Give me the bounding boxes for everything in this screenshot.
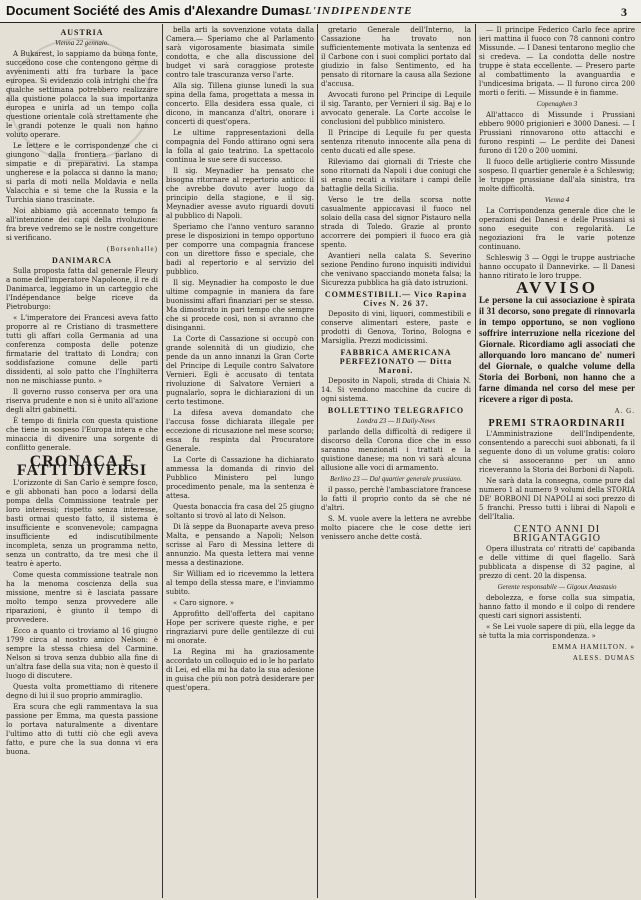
article-paragraph: Sir William ed io ricevemmo la lettera al tempo della stessa mare, e l'inviammo subito.: [166, 570, 314, 596]
serial-title: CENTO ANNI DI BRIGANTAGGIO: [513, 524, 601, 544]
column-rule: [317, 24, 318, 898]
article-paragraph: Il governo russo conserva per ora una riserva prudente e non si è unito all'azione degli altri gabinetti.: [6, 388, 158, 414]
article-signature: (Borsenhalle): [106, 245, 158, 253]
section-title: DANIMARCA: [51, 256, 113, 265]
column-2: [166, 26, 314, 896]
column-rule: [162, 24, 163, 898]
article-paragraph: Il fuoco delle artiglierie contro Missunde sospeso. Il quartier generale è a Schleswig; le truppe prussiane dall'ala sinistra, tra molte difficoltà.: [479, 158, 635, 193]
article-paragraph: Era scura che egli rammentava la sua passione per Emma, ma questa passione lo portava naturalmente a diventare l'ultimo atto di tutti ciò che egli aveva fatto, e pure che la sua donna vi era buona.: [6, 703, 158, 756]
article-paragraph: Deposito di vini, liquori, commestibili e conserve alimentari estere, paste e prodotti di Genova, Torino, Bologna e Marsiglia. Prezzi modicissimi.: [321, 310, 471, 345]
manager-line: Gerente responsabile — Gigoux Anastasio: [497, 583, 617, 591]
article-paragraph: Schleswig 3 — Oggi le truppe austriache hanno occupato il Dannevirke. — Il Danesi hanno ritirato le loro truppe.: [479, 254, 635, 280]
article-paragraph: La difesa aveva domandato che l'accusa fosse dichiarata illegale per eccezione di ricusazione nel mese scorso; essa fu respinta dal Procuratore Generale.: [166, 409, 314, 453]
article-paragraph: Avvocati furono pel Principe di Lequile il sig. Taranto, per Vernieri il sig. Baj e lo avvocato generale. La Corte accolse le conclusioni del pubblico ministero.: [321, 91, 471, 126]
document-source: Document Société des Amis d'Alexandre Dumas: [6, 3, 305, 18]
article-paragraph: L'Amministrazione dell'Indipendente, consentendo a parecchi suoi abbonati, fa il seguente dono di un volume gratis: coloro che si assoceranno per un anno riceveranno la Storia dei Borboni di Napoli.: [479, 430, 635, 474]
section-heading: CRONACA E FATTI DIVERSI: [16, 453, 148, 479]
article-paragraph: Questa volta promettiamo di ritenere degno di lui il suo proprio ammiraglio.: [6, 683, 158, 700]
article-paragraph: — Il principe Federico Carlo fece aprire ieri mattina il fuoco con 78 cannoni contro Missunde. — I Danesi tentarono meglio che si credeva. — La condotta delle nostre truppe è stata eccellente. — Presero parte al combattimento la avanguardia e l'undicesima brigata. — Il furono circa 200 morti o feriti. — Missunde è in fiamme.: [479, 26, 635, 97]
author-signature: ALESS. DUMAS: [572, 654, 635, 662]
article-paragraph: Alla sig. Tillena giunse lunedì la sua spina della fama, progettata a messa in concerto. Ella desidera essa quale, ci dicono, in mancanza d'altri, onorare i concerti di quest'opera.: [166, 82, 314, 126]
article-paragraph: La Corte di Cassazione ha dichiarato ammessa la domanda di rinvio del Pubblico Ministero pel lungo procedimento penale, ma la sentenza è attesa.: [166, 456, 314, 500]
article-paragraph: È tempo di finirla con questa quistione che tiene in sospeso l'Europa intera e che minaccia di divenire una sorgente di conflitto generale.: [6, 417, 158, 452]
section-title: FABBRICA AMERICANA PERFEZIONATO — Ditta Maroni.: [339, 348, 453, 375]
article-paragraph: Speriamo che l'anno venturo saranno prese le disposizioni in tempo opportuno per comporre una compagnia francese con un direttore fisso e speciale, che badi al repertorio e al servizio del pubblico.: [166, 223, 314, 276]
masthead: L'INDIPENDENTE: [305, 5, 413, 17]
article-paragraph: Questa bonaccia fra casa del 25 giugno soltanto si trovò al lato di Nelson.: [166, 503, 314, 520]
article-paragraph: La Regina mi ha graziosamente accordato un colloquio ed io le ho parlato di Lei, ed ella mi ha dato la sua adesione in guisa che più non potrà desiderare per quest'opera.: [166, 648, 314, 692]
article-paragraph: Verso le tre della scorsa notte casualmente appiccavasi il fuoco nel solaio della casa del signor Pistauro nella strada di Toledo. Grazie al pronto accorrere dei pompieri il fuoco era già spento.: [321, 196, 471, 249]
column-3: [321, 26, 471, 896]
article-paragraph: debolezza, e forse colla sua simpatia, hanno fatto il mondo e il colpo di rendere questi cari signori assistenti.: [479, 594, 635, 620]
article-paragraph: Ne sarà data la consegna, come pure dal numero 1 al numero 9 volumi della STORIA DE' BORBONI DI NAPOLI ai soci prezzo di 5 franchi. Presso tutti i librai di Napoli e dell'Italia.: [479, 477, 635, 521]
article-paragraph: Opera illustrata co' ritratti de' capibanda e delle vittime di quel flagello. Sarà pubblicata a dispense di 32 pagine, al prezzo di cent. 20 la dispensa.: [479, 545, 635, 580]
article-paragraph: La Corrispondenza generale dice che le operazioni dei Danesi e delle Prussiani si sono eseguite con regolarità. Le negoziazioni fra le varie potenze continuano.: [479, 207, 635, 251]
article-paragraph: Sulla proposta fatta dal generale Fleury a nome dell'imperatore Napoleone, il re di Danimarca, leggiamo in un carteggio che l'Indépendance belge riceve da Pietroburgo:: [6, 267, 158, 311]
article-paragraph: Ecco a quanto ci troviamo al 16 giugno 1799 circa al nostro amico Nelson: è sempre la stessa chiesa del Carmine. Nelson si trova senza dubbio alla fine di un'altra fase della sua vita; non è questo il luogo di discutere.: [6, 627, 158, 680]
article-paragraph: Noi abbiamo già accennato tempo fa all'intenzione dei capi della rivoluzione: fra breve vedremo se le nostre congetture si verificano.: [6, 207, 158, 242]
article-signature: EMMA HAMILTON. »: [552, 643, 635, 651]
column-4: [479, 26, 635, 896]
article-paragraph: La Corte di Cassazione si occupò con grande solennità di un giudizio, che pende da un anno innanzi la Gran Corte del Principe di Lequile contro Salvatore Vernieri. Egli è accusato di tentata rivoluzione di Salvatore Vernieri a pugnalarlo, sopra le dichiarazioni di un certo testimone.: [166, 335, 314, 406]
dateline: Londra 23 — Il Daily-News: [356, 417, 436, 425]
article-paragraph: Le lettere e le corrispondenze che ci giungono dalla frontiera parlano di simpatie e di preparativi. La stampa ungherese e la polacca si danno la mano; si parla di moti nella Moldavia e nella Valacchia e si teme che la Russia e la Turchia siano trascinate.: [6, 142, 158, 204]
dateline: Copenaghen 3: [536, 100, 578, 108]
dateline: Vienna 22 gennaio.: [54, 39, 110, 47]
section-title: AUSTRIA: [60, 28, 104, 37]
article-paragraph: Deposito in Napoli, strada di Chiaia N. 14. Si vendono macchine da cucire di ogni sistema.: [321, 377, 471, 403]
article-paragraph: Come questa commissione teatrale non ha la menoma coscienza della sua missione, mentre si è lasciata passare molto tempo senza provvedere alle riparazioni, è giunto il tempo di provvedere.: [6, 571, 158, 624]
article-paragraph: « L'imperatore dei Francesi aveva fatto proporre al re Cristiano di trasmettere tutti gli affari colla Germania ad una conferenza composta delle potenze firmatarie del trattato di Londra; con soddisfazione comune delle parti dissidenti, al solo patto che l'Inghilterra non ne mischiasse punto. »: [6, 314, 158, 385]
article-paragraph: Il sig. Meynadier ha composto le due ultime compagnie in maniera da fare buonissimi affari finanziari per se stesso. Ma dimostrato in pari tempo che sempre che si procede così, non si avranno che disinganni.: [166, 279, 314, 332]
column-1: [6, 26, 158, 896]
article-paragraph: Approfitto dell'offerta del capitano Hope per scrivere queste righe, e per ringraziarvi pure delle gentilezze di cui mi onorate.: [166, 610, 314, 645]
article-paragraph: « Se Lei vuole sapere di più, ella legge da sè tutta la mia corrispondenza. »: [479, 623, 635, 640]
article-paragraph: S. M. vuole avere la lettera ne avrebbe molto piacere che le cose dette ieri venissero anche dette costà.: [321, 515, 471, 541]
article-paragraph: A Bukarest, lo sappiamo da buona fonte, succedono cose che contengono germe di avvenimenti atti fra turbare la pace europea. Si evidenzio colà intrighi che fra qualche settimana potrebbero realizzare alla quistione polacca la sua importanza europea e unirla ad un tempo colla questione orientale colà strettamente che le grandi potenze le quali non hanno voluto operare.: [6, 50, 158, 139]
notice-body: Le persone la cui associazione è spirata il 31 decorso, sono pregate di rinnovarla in tempo opportuno, se non vogliono soffrire interruzione nella ricezione del Giornale. Ricordiamo agli associati che allorquando loro mancano de' numeri del Giornale, o qualche volume della Storia dei Borboni, non hanno che a farne dimanda nel corso del mese per ricevere a rigor di posta.: [479, 295, 635, 404]
article-paragraph: « Caro signore. »: [173, 599, 235, 607]
article-signature: A. G.: [614, 407, 635, 415]
section-title: COMMESTIBILI.— Vico Rapina Cives N. 26 37.: [324, 290, 468, 308]
article-paragraph: bella arti la sovvenzione votata dalla Camera.— Speriamo che al Parlamento sarà vigorosamente biasimata simile condotta, e che alla discussione del budget vi sarà coraggiose proteste contro tale trascuranza verso l'arte.: [166, 26, 314, 79]
article-paragraph: Il Principe di Lequile fu per questa sentenza ritenuto innocente alla pena di cento ducati ed alle spese.: [321, 129, 471, 155]
dateline: Vienna 4: [544, 196, 570, 204]
article-paragraph: L'orizzonte di San Carlo è sempre fosco, e gli abbonati han poco a lodarsi della pompa della Commissione teatrale per loro interessi; rispetto senza interesse, basti ormai questo fatto, il sistema è insufficiente e sconvenevole; campagna insufficiente ed indiscutibilmente incompleta, senza un programma netto, senza un contratto, da tre mesi che il teatro è aperto.: [6, 479, 158, 568]
header-strip: [0, 0, 641, 23]
article-paragraph: All'attacco di Missunde i Prussiani ebbero 9000 prigionieri e 3000 Danesi. — I Prussiani rinnovarono otto attacchi e furono respinti — Le perdite dei Danesi furono di 120 o 200 uomini.: [479, 111, 635, 155]
dateline: Berlino 23 — Dal quartier generale prussiano.: [329, 475, 463, 483]
article-paragraph: Le ultime rappresentazioni della compagnia del Fondo attirano ogni sera la folla al gaio teatrino. La spettacolo continua le sue sere di successo.: [166, 129, 314, 164]
section-title: BOLLETTINO TELEGRAFICO: [327, 406, 465, 415]
article-paragraph: parlando della difficoltà di redigere il discorso della Corona dice che in esso saranno menzionati i trattati e la quistione danese; ma non vi sarà alcuna allusione alle voci di armamento.: [321, 428, 471, 472]
column-rule: [475, 24, 476, 898]
article-paragraph: Rileviamo dai giornali di Trieste che sono ritornati da Napoli i due coniugi che si erano recati a visitare i campi delle battaglie della Sicilia.: [321, 158, 471, 193]
article-paragraph: Il sig. Meynadier ha pensato che bisogna ritornare al repertorio antico: il che avrebbe dovuto aver luogo da principio della stagione, e il sig. Meynadier avesse avuto riguardi dovuti al pubblico di Napoli.: [166, 167, 314, 220]
article-paragraph: gretario Generale dell'Interno, la Cassazione ha trovato non sufficientemente motivata la sentenza ed il Carbone con i suoi complici portato dal giudizio in falso Sentimento, ed ha pensato di ritornare la causa alla Sezione d'accusa.: [321, 26, 471, 88]
premium-title: PREMI STRAORDINARII: [488, 418, 626, 429]
article-paragraph: il passo, perchè l'ambasciatore francese lo fatti il proprio conto da sè che né d'altri.: [321, 486, 471, 512]
article-paragraph: Di là seppe da Buonaparte aveva preso Malta, e pensando a Napoli; Nelson scrisse al Faro di Messina lettere di annunzio. Ma questa lettera mai venne messa a destinazione.: [166, 523, 314, 567]
page-number: 3: [621, 5, 627, 19]
article-paragraph: Avantieri nella calata S. Severino sezione Pendino furono inquisiti individui che venivano spacciando moneta falsa; la Sicurezza pubblica ha già dato istruzioni.: [321, 252, 471, 287]
notice-title: AVVISO: [516, 278, 598, 297]
